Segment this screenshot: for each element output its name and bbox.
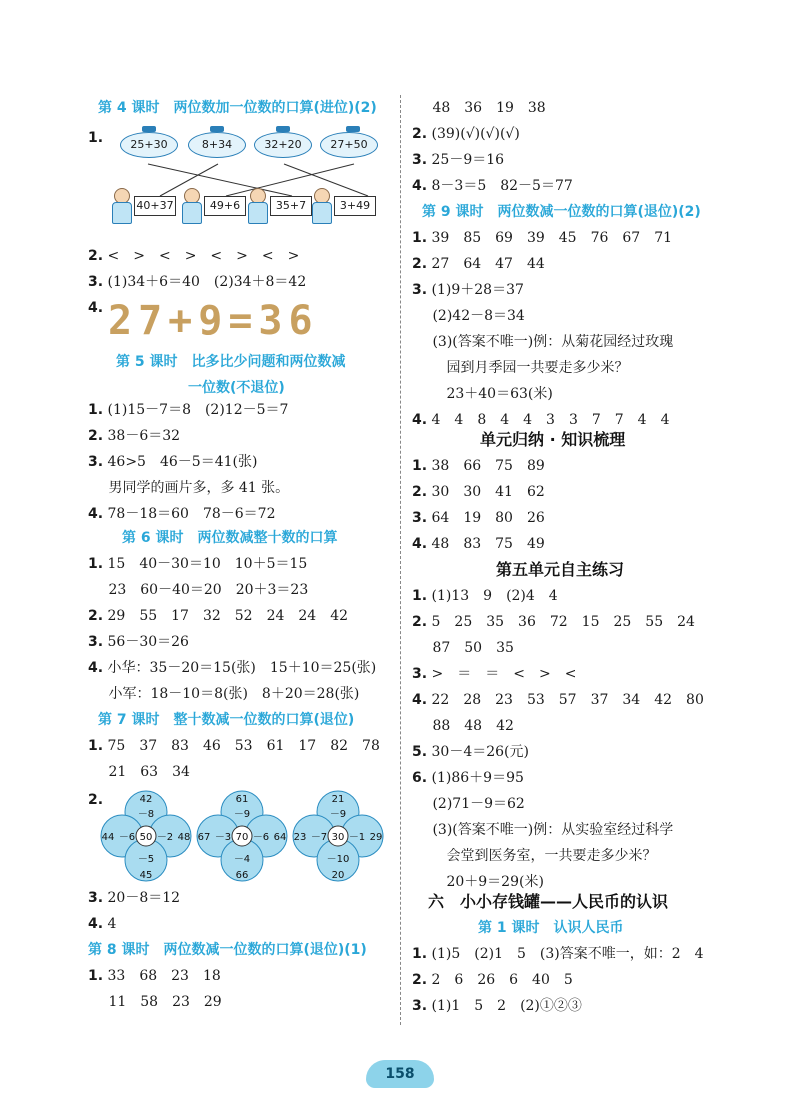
question-number: 2. [412,256,428,272]
answer-line [88,736,380,756]
question-number: 1. [412,946,428,962]
answer-line [412,176,573,196]
lesson-5-title-b: 一位数(不退位) [188,380,285,396]
clover-diagrams [100,790,390,882]
answer-line [412,534,545,554]
answer-line [88,606,348,626]
answer-text: 5 25 35 36 72 15 25 55 24 [431,614,695,630]
question-number: 4. [412,692,428,708]
answer-line [88,684,359,704]
answer-text: (2)71－9＝62 [432,796,525,812]
clover-bottom-value: 20 [331,870,345,881]
question-number: 2. [88,608,104,624]
question-number: 1. [88,402,104,418]
answer-text: 25－9＝16 [431,152,505,168]
question-number: 1. [412,588,428,604]
unit-summary-title: 单元归纳 · 知识梳理 [480,430,626,449]
answer-text: 29 55 17 32 52 24 24 42 [107,608,349,624]
clover-top-value: 21 [331,794,345,805]
child-figure [182,188,200,222]
answer-line [88,966,221,986]
answer-line [412,944,704,964]
clover-center-value: 50 [139,832,153,843]
answer-text: 38－6＝32 [107,428,181,444]
answer-line [412,384,553,404]
lantern-4: 27+50 [320,132,378,158]
clover-right-operation: －1 [348,832,366,843]
answer-text: 15 40－30＝10 10＋5＝15 [107,556,308,572]
answer-line [88,504,276,524]
answer-text: (2)42－8＝34 [432,308,525,324]
answer-line [88,554,307,574]
answer-text: 4 4 8 4 4 3 3 7 7 4 4 [431,412,670,428]
answer-line [88,762,190,782]
clover-bottom-operation: －4 [233,854,251,865]
answer-line [412,996,582,1016]
answer-line [412,332,673,352]
q3-label: 3. [88,274,104,290]
answer-text: (3)(答案不唯一)例：从菊花园经过玫瑰 [432,334,674,350]
answer-line [88,658,376,678]
answer-text: 2 6 26 6 40 5 [431,972,573,988]
lantern-2: 8+34 [188,132,246,158]
answer-text: 11 58 23 29 [108,994,222,1010]
answer-line [412,508,545,528]
question-number: 3. [88,890,104,906]
q2-label: 2. [88,248,104,264]
clover-left-value: 67 [197,832,211,843]
answer-line [412,794,525,814]
chapter-6-title: 六 小小存钱罐——人民币的认识 [428,892,669,911]
answer-line [412,638,514,658]
answer-text: 8－3＝5 82－5＝77 [431,178,573,194]
lantern-1: 25+30 [120,132,178,158]
clover-left-value: 23 [293,832,307,843]
question-number: 4. [412,178,428,194]
q4-label: 4. [88,300,104,316]
clover-diagram [196,790,288,882]
question-number: 1. [88,556,104,572]
answer-text: 88 48 42 [432,718,514,734]
answer-line [412,716,514,736]
clover-center-value: 30 [331,832,345,843]
answer-text: 23＋40＝63(米) [432,386,553,402]
answer-line [412,820,673,840]
sign-2: 49+6 [204,196,246,216]
answer-text: 男同学的画片多，多 41 张。 [108,480,290,496]
answer-text: 87 50 35 [432,640,514,656]
question-number: 1. [88,738,104,754]
answer-line [88,632,189,652]
clover-top-operation: －8 [137,809,155,820]
answer-line [412,228,672,248]
child-figure [248,188,266,222]
answer-line [88,580,308,600]
clover-right-value: 29 [369,832,383,843]
question-number: 4. [88,660,104,676]
answer-text: (1)15－7＝8 (2)12－5＝7 [107,402,289,418]
question-number: 3. [88,634,104,650]
lesson-7-title: 第 7 课时 整十数减一位数的口算(退位) [98,712,355,728]
clover-center-value: 70 [235,832,249,843]
q3-line [88,272,306,292]
clover-diagram [292,790,384,882]
sign-3: 35+7 [270,196,312,216]
answer-line [412,690,704,710]
answer-line [412,742,529,762]
answer-text: 21 63 34 [108,764,190,780]
unit-5-practice-title: 第五单元自主练习 [496,560,625,579]
answer-line [412,456,545,476]
answer-text: 20＋9＝29(米) [432,874,544,890]
answer-line [88,452,257,472]
answer-text: 30 30 41 62 [431,484,545,500]
answer-line [412,280,524,300]
answer-line [88,992,222,1012]
q1-label: 1. [88,130,104,146]
answer-text: (1)5 (2)1 5 (3)答案不唯一，如：2 4 [431,946,704,962]
clover-right-value: 48 [177,832,191,843]
clover-top-value: 42 [139,794,153,805]
clover-left-operation: －7 [310,832,328,843]
answer-text: (39)(√)(√)(√) [431,126,520,142]
clover-top-value: 61 [235,794,249,805]
answer-text: 园到月季园一共要走多少米？ [432,360,629,376]
lesson-6-title: 第 6 课时 两位数减整十数的口算 [122,530,338,546]
question-number: 2. [412,484,428,500]
child-figure [312,188,330,222]
chapter-6-lesson-1-title: 第 1 课时 认识人民币 [478,920,624,936]
question-number: 4. [88,506,104,522]
answer-line [412,846,656,866]
question-number: 4. [88,916,104,932]
lantern-3: 32+20 [254,132,312,158]
answer-text: (1)13 9 (2)4 4 [431,588,558,604]
clover-left-value: 44 [101,832,115,843]
answer-text: 20－8＝12 [107,890,181,906]
answer-text: 4 [107,916,117,932]
answer-text: 56－30＝26 [107,634,189,650]
question-number: 3. [412,282,428,298]
answer-line [412,612,695,632]
answer-text: 30－4＝26(元) [431,744,529,760]
answer-text: (1)9＋28＝37 [431,282,524,298]
answer-text: 75 37 83 46 53 61 17 82 78 [107,738,380,754]
lesson-5-title-a: 第 5 课时 比多比少问题和两位数减 [116,354,346,370]
lesson-9-title: 第 9 课时 两位数减一位数的口算(退位)(2) [422,204,701,220]
answer-text: (1)1 5 2 (2)①②③ [431,998,582,1014]
question-number: 3. [412,510,428,526]
answer-line [412,768,524,788]
clover-bottom-operation: －10 [326,854,350,865]
answer-text: 33 68 23 18 [107,968,221,984]
answer-line [88,888,180,908]
q3-answer: (1)34＋6＝40 (2)34＋8＝42 [107,274,307,290]
question-number: 5. [412,744,428,760]
child-figure [112,188,130,222]
answer-text: 38 66 75 89 [431,458,545,474]
page-number: 158 [366,1060,434,1088]
answer-text: 会堂到医务室，一共要走多少米？ [432,848,657,864]
q4-line [88,298,103,318]
question-number: 6. [412,770,428,786]
sign-4: 3+49 [334,196,376,216]
answer-line [412,306,525,326]
answer-text: (3)(答案不唯一)例：从实验室经过科学 [432,822,674,838]
answer-line [412,970,573,990]
answer-text: 22 28 23 53 57 37 34 42 80 [431,692,704,708]
answer-text: 39 85 69 39 45 76 67 71 [431,230,673,246]
question-number: 2. [412,972,428,988]
question-number: 4. [412,536,428,552]
answer-text: 78－18＝60 78－6＝72 [107,506,276,522]
question-number: 3. [412,666,428,682]
lantern-matching-illustration [106,126,376,242]
clover-bottom-value: 45 [139,870,153,881]
lesson-8-title: 第 8 课时 两位数减一位数的口算(退位)(1) [88,942,367,958]
answer-line [88,914,116,934]
clover-diagram [100,790,192,882]
question-number: 4. [412,412,428,428]
answer-line [412,358,628,378]
question-number: 2. [88,428,104,444]
q2-answer: < > < > < > < > [107,248,300,264]
clover-bottom-value: 66 [235,870,249,881]
answer-text: 64 19 80 26 [431,510,545,526]
column-divider [400,95,401,1025]
answer-text: 23 60－40＝20 20＋3＝23 [108,582,309,598]
answer-line [88,478,289,498]
question-number: 3. [412,152,428,168]
question-number: 1. [412,458,428,474]
answer-line [412,254,545,274]
sign-1: 40+37 [134,196,176,216]
clover-left-operation: －6 [118,832,136,843]
answer-text: 46>5 46－5＝41(张) [107,454,258,470]
answer-text: > ＝ ＝ < > < [431,666,577,682]
answer-line [412,664,576,684]
answer-text: 48 83 75 49 [431,536,545,552]
clover-left-operation: －3 [214,832,232,843]
question-number: 3. [88,454,104,470]
q1-number [88,128,103,148]
answer-line [412,150,504,170]
answer-line [412,586,558,606]
answer-text: 小华：35－20＝15(张) 15＋10＝25(张) [107,660,377,676]
answer-line [88,400,288,420]
answer-line [412,98,546,118]
question-number: 1. [88,968,104,984]
answer-line [412,482,545,502]
answer-text: (1)86＋9＝95 [431,770,524,786]
clover-bottom-operation: －5 [137,854,155,865]
clover-right-operation: －2 [156,832,174,843]
matchstick-equation: 27+9=36 [108,298,319,344]
question-number: 1. [412,230,428,246]
clover-top-operation: －9 [233,809,251,820]
answer-line [88,426,180,446]
q2-line [88,246,299,266]
clover-right-value: 64 [273,832,287,843]
answer-line [412,124,520,144]
question-number: 3. [412,998,428,1014]
answer-line [412,410,670,430]
clover-top-operation: －9 [329,809,347,820]
lesson-4-title: 第 4 课时 两位数加一位数的口算(进位)(2) [98,100,377,116]
question-number: 2. [412,126,428,142]
answer-line [412,872,544,892]
answer-text: 48 36 19 38 [432,100,546,116]
answer-text: 小军：18－10＝8(张) 8＋20＝28(张) [108,686,360,702]
clover-q-label: 2. [88,792,104,808]
question-number: 2. [412,614,428,630]
clover-right-operation: －6 [252,832,270,843]
answer-text: 27 64 47 44 [431,256,545,272]
